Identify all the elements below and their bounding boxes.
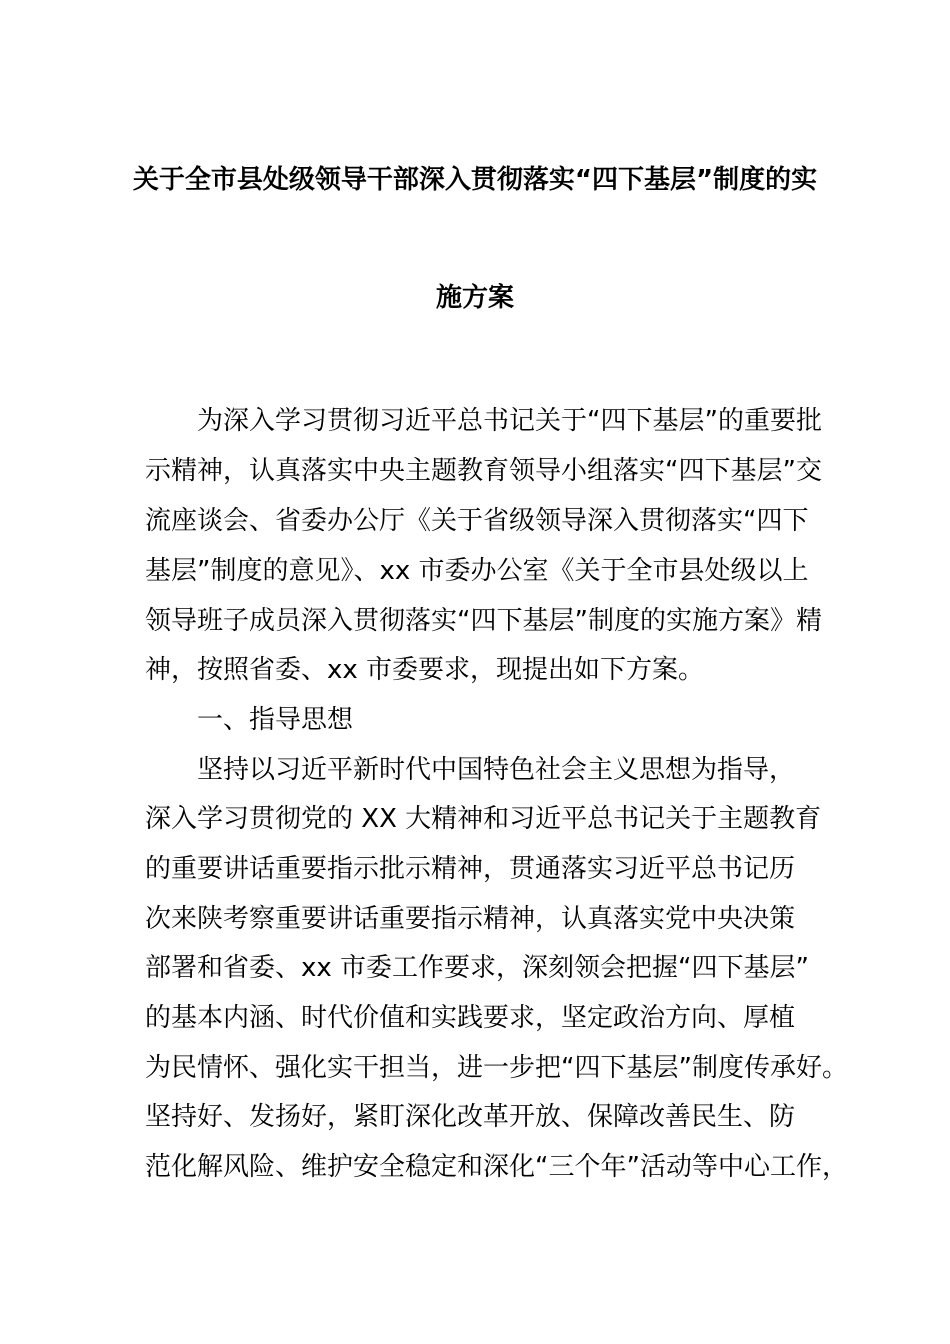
- body-line-13: 的基本内涵、时代价值和实践要求，坚定政治方向、厚植: [145, 1003, 796, 1033]
- body-line-14: 为民情怀、强化实干担当，进一步把“四下基层”制度传承好。: [145, 1053, 848, 1083]
- body-line-9: 深入学习贯彻党的 XX 大精神和习近平总书记关于主题教育: [145, 804, 822, 834]
- body-line-2: 示精神，认真落实中央主题教育领导小组落实“四下基层”交: [145, 456, 822, 486]
- body-line-8: 坚持以习近平新时代中国特色社会主义思想为指导，: [197, 755, 796, 785]
- body-line-3: 流座谈会、省委办公厅《关于省级领导深入贯彻落实“四下: [145, 506, 809, 536]
- body-line-4: 基层”制度的意见》、xx 市委办公室《关于全市县处级以上: [145, 556, 809, 586]
- body-line-1: 为深入学习贯彻习近平总书记关于“四下基层”的重要批: [197, 406, 822, 436]
- document-title-line-1: 关于全市县处级领导干部深入贯彻落实“四下基层”制度的实: [132, 165, 818, 195]
- section-heading-guiding-thought: 一、指导思想: [197, 705, 354, 735]
- body-line-5: 领导班子成员深入贯彻落实“四下基层”制度的实施方案》精: [145, 606, 822, 636]
- body-line-10: 的重要讲话重要指示批示精神，贯通落实习近平总书记历: [145, 854, 796, 884]
- body-line-16: 范化解风险、维护安全稳定和深化“三个年”活动等中心工作，: [145, 1152, 848, 1182]
- body-line-15: 坚持好、发扬好，紧盯深化改革开放、保障改善民生、防: [145, 1102, 796, 1132]
- body-line-12: 部署和省委、xx 市委工作要求，深刻领会把握“四下基层”: [145, 953, 809, 983]
- body-line-11: 次来陕考察重要讲话重要指示精神，认真落实党中央决策: [145, 904, 796, 934]
- body-line-6: 神，按照省委、xx 市委要求，现提出如下方案。: [145, 655, 705, 685]
- document-title-line-2: 施方案: [435, 283, 514, 313]
